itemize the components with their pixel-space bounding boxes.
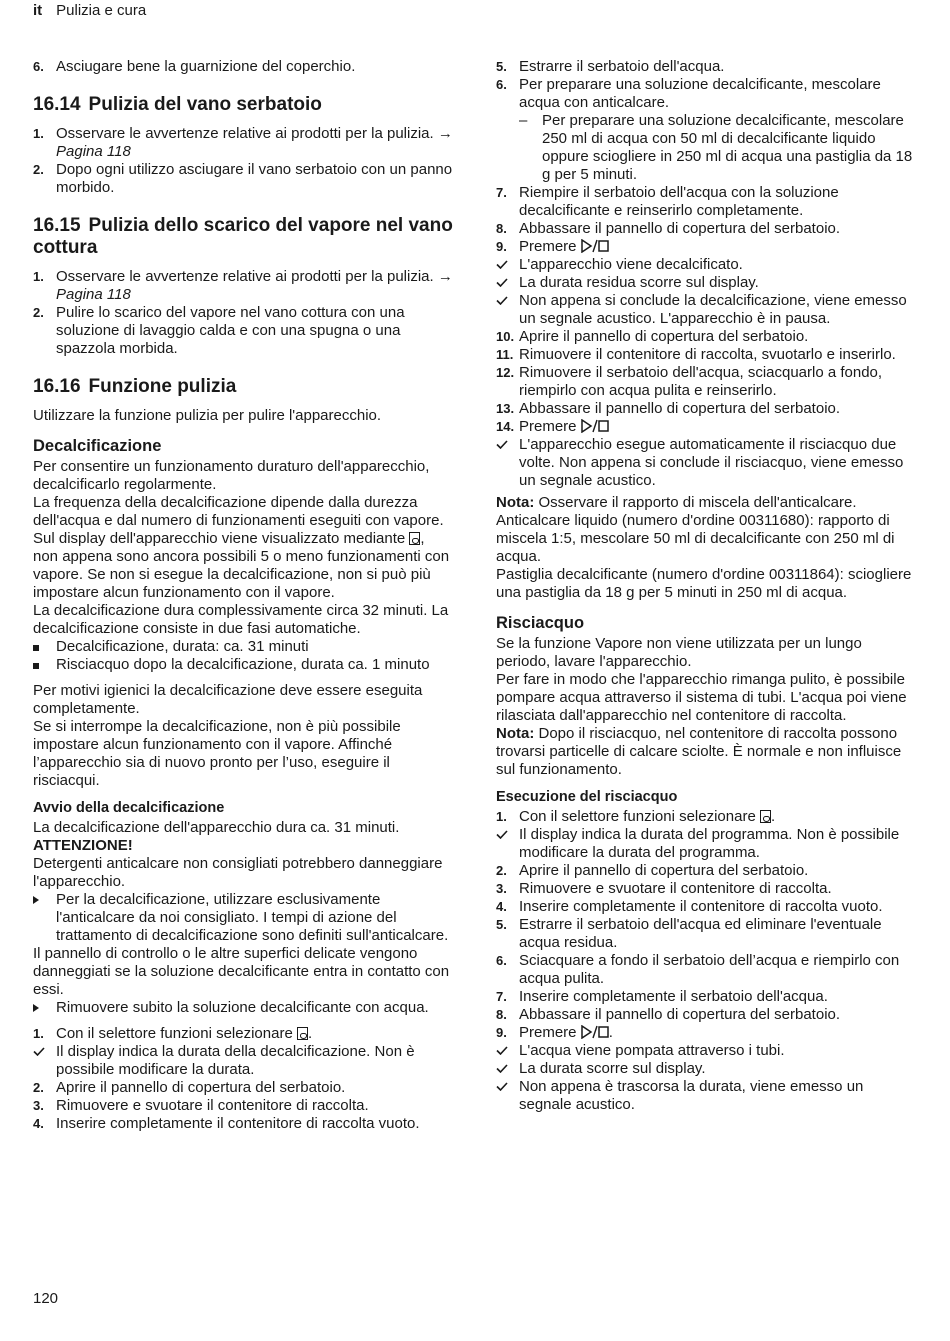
left-column	[33, 58, 453, 1133]
triangle-bullet-icon	[33, 1004, 39, 1012]
bullet-item: Decalcificazione, durata: ca. 31 minuti	[33, 638, 453, 656]
play-stop-icon	[581, 1025, 609, 1039]
section-title: Pulizia e cura	[56, 2, 147, 19]
paragraph: Detergenti anticalcare non consigliati potrebbero danneggiare l'apparecchio.	[33, 855, 443, 890]
check-icon	[496, 1064, 508, 1073]
check-icon	[496, 1046, 508, 1055]
list-item: 4. Inserire completamente il contenitore di raccolta vuoto.	[33, 1115, 420, 1132]
page-number: 120	[33, 1290, 59, 1307]
action-item: Per la decalcificazione, utilizzare esclusivamente l'anticalcare da noi consigliato. I tempi di azione del trattamento di decalcificazione sono definiti sull'anticalcare.	[33, 891, 453, 945]
list-item: 6. Asciugare bene la guarnizione del coperchio.	[33, 58, 356, 75]
note-paragraph: Nota: Osservare il rapporto di miscela dell'anticalcare.	[496, 494, 857, 511]
check-item: Il display indica la durata della decalcificazione. Non è possibile modificare la durata.	[33, 1043, 453, 1079]
check-item: La durata residua scorre sul display.	[496, 274, 916, 292]
play-stop-icon	[581, 419, 609, 433]
section-heading-16-16: 16.16 Funzione pulizia	[33, 376, 237, 397]
list-item: 13. Abbassare il pannello di copertura del serbatoio.	[496, 400, 841, 417]
paragraph: Se si interrompe la decalcificazione, non è più possibile impostare alcun funzionamento con il vapore. Affinché l’apparecchio sia di nuovo pronto per l’uso, eseguire il risciacqui.	[33, 718, 401, 789]
check-item: Non appena si conclude la decalcificazione, viene emesso un segnale acustico. L'apparecchio è in pausa.	[496, 292, 916, 328]
right-column	[496, 58, 916, 1114]
subheading-decalcificazione: Decalcificazione	[33, 437, 162, 455]
list-item: 11. Rimuovere il contenitore di raccolta, svuotarlo e inserirlo.	[496, 346, 896, 363]
list-item: 8. Abbassare il pannello di copertura del serbatoio.	[496, 220, 841, 237]
check-icon	[496, 830, 508, 839]
paragraph: Anticalcare liquido (numero d'ordine 00311680): rapporto di miscela 1:5, mescolare 50 ml di decalcificante con 250 ml di acqua.	[496, 512, 895, 565]
list-item: 3. Rimuovere e svuotare il contenitore di raccolta.	[33, 1097, 369, 1114]
list-item: 9. Premere	[496, 238, 916, 256]
list-item: 7. Inserire completamente il serbatoio dell'acqua.	[496, 988, 828, 1005]
arrow-right-icon: →	[437, 268, 453, 285]
list-item: 2. Dopo ogni utilizzo asciugare il vano serbatoio con un panno morbido.	[33, 161, 453, 196]
language-code: it	[33, 2, 43, 19]
check-icon	[33, 1047, 45, 1056]
check-item: L'acqua viene pompata attraverso i tubi.	[496, 1042, 916, 1060]
check-item: La durata scorre sul display.	[496, 1060, 916, 1078]
list-item: 2. Aprire il pannello di copertura del serbatoio.	[496, 862, 809, 879]
list-item: 10. Aprire il pannello di copertura del serbatoio.	[496, 328, 809, 345]
paragraph: La frequenza della decalcificazione dipende dalla durezza dell'acqua e dal numero di funzionamenti eseguiti con vapore. Sul display dell'apparecchio viene visualizzato mediante , non appena sono ancora possibili 5 o meno funzionamenti con vapore. Se non si esegue la decalcificazione, non si può più impostare alcun funzionamento con il vapore.	[33, 494, 450, 601]
list-item: 5. Estrarre il serbatoio dell'acqua ed eliminare l'eventuale acqua residua.	[496, 916, 882, 951]
list-item: 4. Inserire completamente il contenitore di raccolta vuoto.	[496, 898, 883, 915]
paragraph: La decalcificazione dell'apparecchio dura ca. 31 minuti.	[33, 819, 400, 836]
list-item: 9. Premere .	[496, 1024, 613, 1041]
subheading-risciacquo: Risciacquo	[496, 614, 585, 632]
check-icon	[496, 278, 508, 287]
rinse-symbol-icon	[760, 810, 771, 823]
bullet-item: Risciacquo dopo la decalcificazione, durata ca. 1 minuto	[33, 656, 453, 674]
page-reference-link[interactable]: Pagina 118	[56, 143, 131, 160]
square-bullet-icon	[33, 663, 39, 669]
list-item: 2. Aprire il pannello di copertura del serbatoio.	[33, 1079, 346, 1096]
check-icon	[496, 1082, 508, 1091]
paragraph: Per motivi igienici la decalcificazione deve essere eseguita completamente.	[33, 682, 423, 717]
page-header	[33, 2, 146, 19]
list-item: 2. Pulire lo scarico del vapore nel vano cottura con una soluzione di lavaggio calda e con una spugna o una spazzola morbida.	[33, 304, 405, 357]
list-item: 5. Estrarre il serbatoio dell'acqua.	[496, 58, 725, 75]
list-item: 3. Rimuovere e svuotare il contenitore di raccolta.	[496, 880, 832, 897]
paragraph: Per consentire un funzionamento duraturo dell'apparecchio, decalcificarlo regolarmente.	[33, 458, 430, 493]
play-stop-icon	[581, 239, 609, 253]
check-icon	[496, 260, 508, 269]
triangle-bullet-icon	[33, 896, 39, 904]
section-heading-16-15: 16.15 Pulizia dello scarico del vapore nel vano cottura	[33, 215, 453, 258]
paragraph: Pastiglia decalcificante (numero d'ordine 00311864): sciogliere una pastiglia da 18 g per 5 minuti in 250 ml di acqua.	[496, 566, 912, 601]
list-item: 6. Per preparare una soluzione decalcificante, mescolare acqua con anticalcare.	[496, 76, 881, 111]
paragraph: Se la funzione Vapore non viene utilizzata per un lungo periodo, lavare l'apparecchio.	[496, 635, 862, 670]
list-item: 7. Riempire il serbatoio dell'acqua con la soluzione decalcificante e reinserirlo completamente.	[496, 184, 839, 219]
section-heading-16-14: 16.14 Pulizia del vano serbatoio	[33, 94, 322, 115]
list-item: 1. Osservare le avvertenze relative ai prodotti per la pulizia. → Pagina 118	[33, 268, 453, 303]
list-item: 1. Con il selettore funzioni selezionare .	[496, 808, 776, 825]
check-item: Non appena è trascorsa la durata, viene emesso un segnale acustico.	[496, 1078, 916, 1114]
warning-label: ATTENZIONE!	[33, 837, 133, 854]
subheading-avvio: Avvio della decalcificazione	[33, 800, 225, 816]
list-item: 1. Con il selettore funzioni selezionare .	[33, 1025, 313, 1042]
action-item: Rimuovere subito la soluzione decalcificante con acqua.	[33, 999, 453, 1017]
paragraph: Per fare in modo che l'apparecchio rimanga pulito, è possibile pompare acqua attraverso il sistema di tubi. L'acqua poi viene rilasciata dall'apparecchio nel contenitore di raccolta.	[496, 671, 907, 724]
list-item: 14. Premere	[496, 418, 916, 436]
check-icon	[496, 296, 508, 305]
list-item: 12. Rimuovere il serbatoio dell'acqua, sciacquarlo a fondo, riempirlo con acqua pulita e reinserirlo.	[496, 364, 883, 399]
calc-symbol-icon	[409, 532, 420, 545]
sub-item: – Per preparare una soluzione decalcificante, mescolare 250 ml di acqua con 50 ml di decalcificante liquido oppure sciogliere in 250 ml di acqua una pastiglia da 18 g per 5 minuti.	[519, 112, 913, 183]
page-reference-link[interactable]: Pagina 118	[56, 286, 131, 303]
list-item: 6. Sciacquare a fondo il serbatoio dell’acqua e riempirlo con acqua pulita.	[496, 952, 900, 987]
check-item: L'apparecchio esegue automaticamente il risciacquo due volte. Non appena si conclude il risciacquo, viene emesso un segnale acustico.	[496, 436, 916, 490]
paragraph: La decalcificazione dura complessivamente circa 32 minuti. La decalcificazione consiste in due fasi automatiche.	[33, 602, 449, 637]
note-paragraph: Nota: Dopo il risciacquo, nel contenitore di raccolta possono trovarsi particelle di calcare sciolte. È normale e non influisce sul funzionamento.	[496, 725, 902, 778]
square-bullet-icon	[33, 645, 39, 651]
subheading-esecuzione: Esecuzione del risciacquo	[496, 789, 678, 805]
check-item: Il display indica la durata del programma. Non è possibile modificare la durata del programma.	[496, 826, 916, 862]
check-item: L'apparecchio viene decalcificato.	[496, 256, 916, 274]
arrow-right-icon: →	[437, 125, 453, 142]
paragraph: Il pannello di controllo o le altre superfici delicate vengono danneggiati se la soluzione decalcificante entra in contatto con essi.	[33, 945, 450, 998]
list-item: 1. Osservare le avvertenze relative ai prodotti per la pulizia. → Pagina 118	[33, 125, 453, 160]
check-icon	[496, 440, 508, 449]
list-item: 8. Abbassare il pannello di copertura del serbatoio.	[496, 1006, 841, 1023]
paragraph: Utilizzare la funzione pulizia per pulire l'apparecchio.	[33, 407, 382, 424]
calc-symbol-icon	[297, 1027, 308, 1040]
